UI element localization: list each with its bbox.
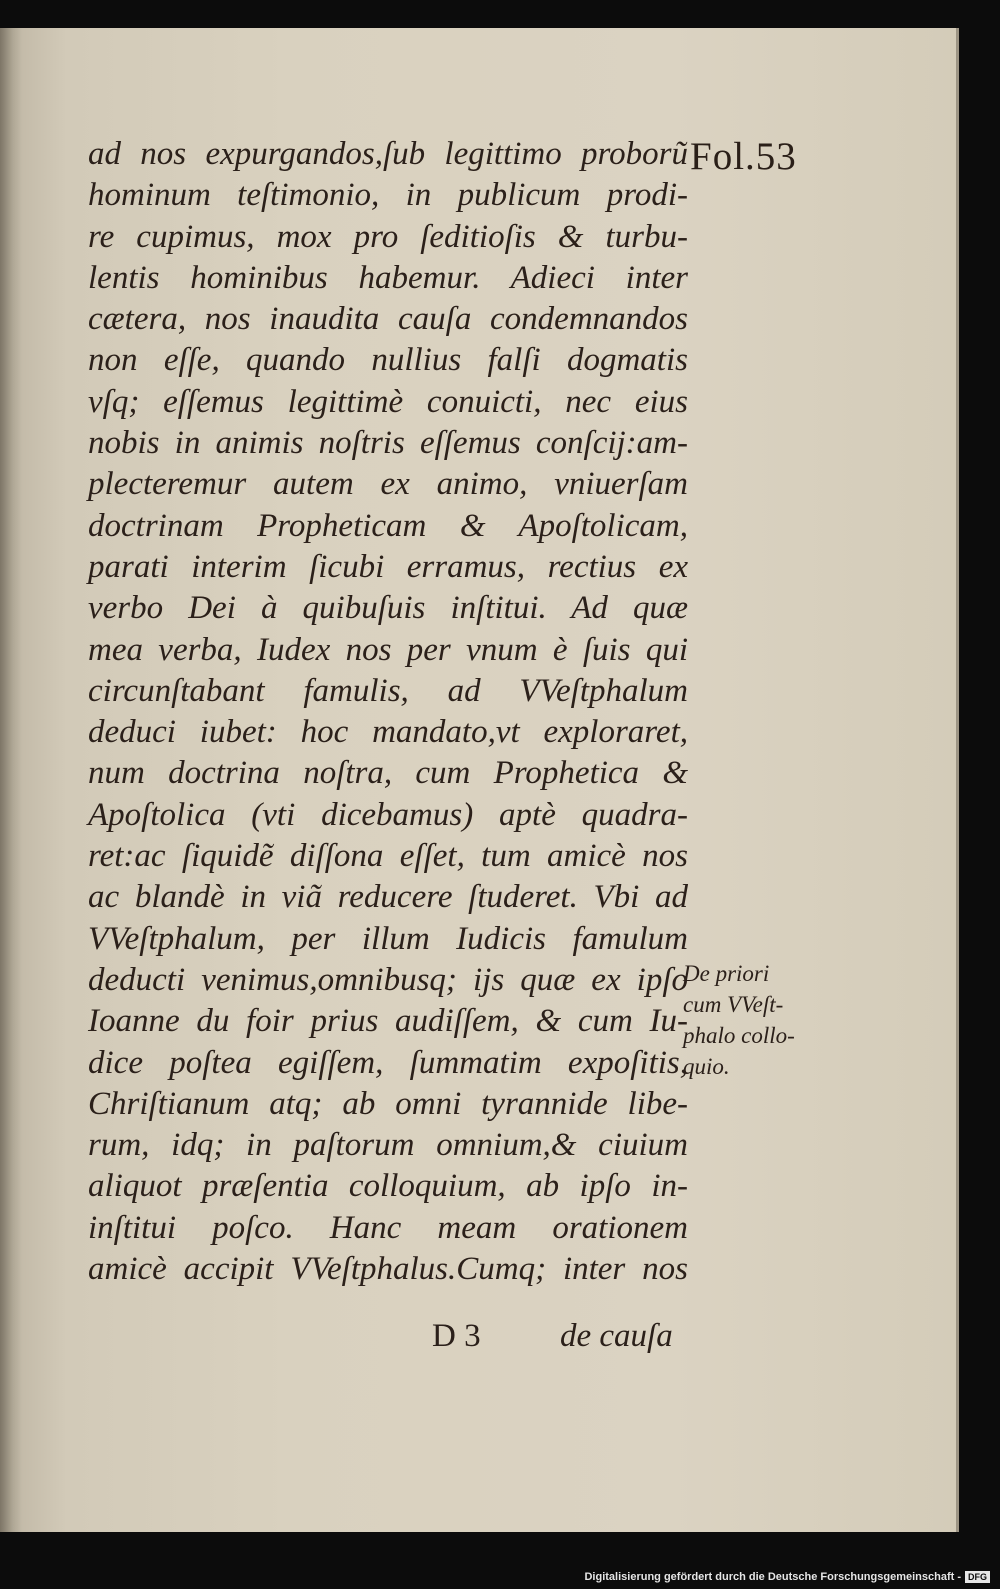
margin-note-line: cum VVeſt- [683, 992, 784, 1017]
text-line: doctrinam Propheticam & Apoſtolicam, [88, 507, 688, 544]
margin-note-line: phalo collo- [683, 1023, 795, 1048]
text-line: hominum teſtimonio, in publicum prodi- [88, 177, 688, 214]
dfg-logo: DFG [965, 1571, 990, 1583]
margin-note [683, 958, 833, 1082]
text-line: ad nos expurgandos,ſub legittimo proborũ [88, 136, 688, 172]
signature-mark: D 3 [432, 1318, 481, 1354]
digitization-footer [584, 1571, 990, 1583]
catchword: de cauſa [560, 1318, 673, 1354]
body-text [88, 134, 688, 1290]
text-line: Ioanne du foir prius audiſſem, & cum Iu- [88, 1003, 688, 1040]
text-line: re cupimus, mox pro ſeditioſis & turbu- [88, 218, 688, 255]
text-line: nobis in animis noſtris eſſemus conſcij:am- [88, 425, 688, 462]
text-line: ret:ac ſiquidẽ diſſona eſſet, tum amicè nos [88, 838, 688, 875]
text-line: aliquot præſentia colloquium, ab ipſo in- [88, 1168, 688, 1205]
margin-note-line: quio. [683, 1054, 730, 1079]
text-line: rum, idq; in paſtorum omnium,& ciuium [88, 1127, 688, 1164]
text-line: mea verba, Iudex nos per vnum è ſuis qui [88, 631, 688, 668]
text-line: plecteremur autem ex animo, vniuerſam [88, 466, 688, 503]
text-line: Chriſtianum atq; ab omni tyrannide libe- [88, 1085, 688, 1122]
text-line: circunſtabant famulis, ad VVeſtphalum [88, 672, 688, 709]
text-line: Apoſtolica (vti dicebamus) aptè quadra- [88, 796, 688, 833]
text-line: deduci iubet: hoc mandato,vt exploraret, [88, 714, 688, 751]
text-line: num doctrina noſtra, cum Prophetica & [88, 755, 688, 792]
text-line: VVeſtphalum, per illum Iudicis famulum [88, 920, 688, 957]
text-line: vſq; eſſemus legittimè conuicti, nec eius [88, 383, 688, 420]
text-line: inſtitui poſco. Hanc meam orationem [88, 1209, 688, 1246]
text-line: parati interim ſicubi erramus, rectius ex [88, 548, 688, 585]
margin-note-line: De priori [683, 961, 770, 986]
text-line: amicè accipit VVeſtphalus.Cumq; inter nos [88, 1251, 688, 1288]
book-page [0, 28, 959, 1532]
footer-credit: Digitalisierung gefördert durch die Deutsche Forschungsgemeinschaft - [584, 1571, 961, 1583]
text-line: non eſſe, quando nullius falſi dogmatis [88, 342, 688, 379]
text-line: dice poſtea egiſſem, ſummatim expoſitis, [88, 1044, 688, 1081]
text-line: lentis hominibus habemur. Adieci inter [88, 259, 688, 296]
folio-number: Fol.53 [690, 135, 797, 178]
text-line: verbo Dei à quibuſuis inſtitui. Ad quæ [88, 590, 688, 627]
text-line: cætera, nos inaudita cauſa condemnandos [88, 301, 688, 338]
text-line: deducti venimus,omnibusq; iјs quæ ex ipſo [88, 961, 688, 998]
text-line: ac blandè in viã reducere ſtuderet. Vbi ad [88, 879, 688, 916]
